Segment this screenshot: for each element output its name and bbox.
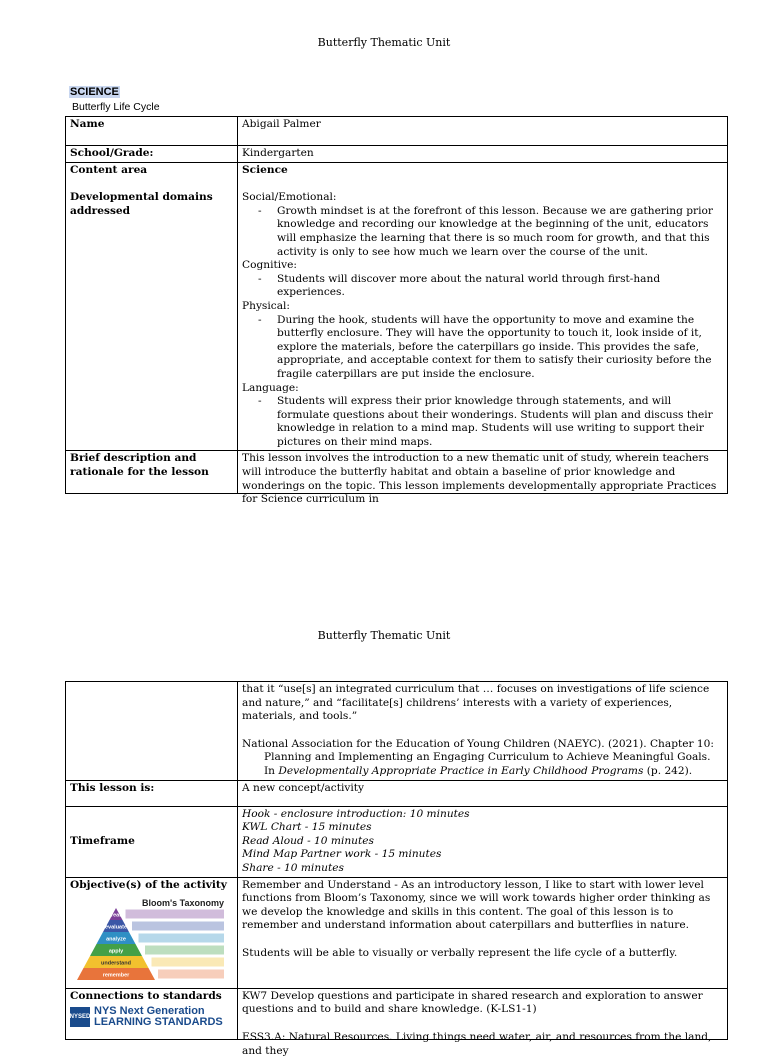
objectives-paragraph-2: Students will be able to visually or verbally represent the life cycle of a butterfly.	[242, 946, 678, 959]
row-value-school: Kindergarten	[238, 146, 728, 163]
row-label-timeframe: Timeframe	[66, 806, 238, 877]
social-item: - Growth mindset is at the forefront of this lesson. Because we are gathering prior knowledge and recording our knowledge at the beginning of the unit, educators will emphasize the learning that there is so much room for growth, and that this activity is only to see how much we learn over the course of the unit.	[277, 205, 723, 259]
timeframe-item: Share - 10 minutes	[242, 861, 344, 874]
citation-title: Developmentally Appropriate Practice in Early Childhood Programs	[278, 764, 644, 777]
bloom-description-bar	[158, 970, 224, 979]
table-row	[66, 451, 728, 494]
timeframe-item: KWL Chart - 15 minutes	[242, 821, 372, 834]
section-label: SCIENCE	[70, 86, 119, 98]
citation-text: National Association for the Education of Young Children (NAEYC). (2021). Chapter 10: Planning and Implementing an Engaging Curriculum to Achieve Meaningful Goals. In	[242, 737, 714, 777]
bloom-layer-label: remember	[102, 972, 130, 979]
bloom-description-bar	[132, 922, 224, 931]
row-value-lesson-is: A new concept/activity	[238, 780, 728, 806]
objectives-cell	[238, 877, 728, 988]
row-label-school: School/Grade:	[66, 146, 238, 163]
table-row	[66, 682, 728, 781]
rationale-continuation-cell	[238, 682, 728, 781]
bloom-layer-label: create	[107, 912, 125, 919]
connections-cell	[238, 988, 728, 1057]
page-header-2: Butterfly Thematic Unit	[317, 629, 451, 642]
cognitive-item: - Students will discover more about the natural world through first-hand experiences.	[277, 273, 723, 300]
table-row	[66, 780, 728, 806]
rationale-continuation: that it “use[s] an integrated curriculum that … focuses on investigations of life science and nature,” and “facilitate[s] childrens’ interests with a variety of experiences, materials, and tools.”	[242, 683, 710, 723]
bloom-layer-label: apply	[108, 948, 124, 955]
standard-kw7: KW7 Develop questions and participate in shared research and exploration to answer questions and to build and share knowledge. (K-LS1-1)	[242, 989, 703, 1016]
nys-logo-line2: LEARNING STANDARDS	[94, 1016, 223, 1029]
content-area-value: Science	[242, 163, 288, 176]
citation-page: (p. 242).	[643, 764, 693, 777]
nys-ed-badge-icon: NYS ED	[70, 1007, 90, 1027]
table-row	[66, 877, 728, 988]
timeframe-item: Hook - enclosure introduction: 10 minutes	[242, 807, 470, 820]
bloom-description-bar	[126, 910, 225, 919]
table-row	[66, 988, 728, 1039]
bloom-layer-label: evaluate	[104, 924, 128, 931]
cognitive-heading: Cognitive:	[242, 259, 297, 272]
table-row	[66, 117, 728, 146]
row-label-brief: Brief description and rationale for the lesson	[66, 451, 238, 494]
row-label-content: Content area	[70, 163, 148, 176]
nys-logo-line1: NYS Next Generation	[94, 1005, 205, 1018]
timeframe-item: Mind Map Partner work - 15 minutes	[242, 848, 442, 861]
social-heading: Social/Emotional:	[242, 191, 337, 204]
row-value-name: Abigail Palmer	[238, 117, 728, 146]
row-label-connections: Connections to standards	[70, 989, 222, 1002]
table-row	[66, 806, 728, 877]
citation	[242, 738, 723, 779]
bloom-description-bar	[145, 946, 224, 955]
timeframe-list	[238, 806, 728, 877]
objectives-paragraph-1: Remember and Understand - As an introductory lesson, I like to start with lower level functions from Bloom’s Taxonomy, since we will work towards higher order thinking as we develop the knowledge and skills in this content. The goal of this lesson is to remember and understand information about caterpillars and butterflies in nature.	[242, 878, 711, 932]
row-label-connections-cell	[66, 988, 238, 1039]
page-header: Butterfly Thematic Unit	[317, 36, 451, 49]
row-label-content-domains	[66, 162, 238, 451]
row-label-objectives: Objective(s) of the activity	[70, 878, 227, 891]
bloom-description-bar	[139, 934, 225, 943]
sub-label: Butterfly Life Cycle	[72, 101, 160, 113]
row-label-objectives-cell	[66, 877, 238, 988]
bloom-layer-label: understand	[101, 960, 131, 967]
row-label-domains: Developmental domains addressed	[70, 191, 213, 217]
table-row	[66, 146, 728, 163]
blooms-taxonomy-pyramid	[76, 896, 226, 982]
table-row	[66, 162, 728, 451]
bloom-layer-label: analyze	[106, 936, 126, 943]
physical-heading: Physical:	[242, 299, 290, 312]
timeframe-item: Read Aloud - 10 minutes	[242, 834, 374, 847]
lesson-table-page1	[65, 116, 728, 506]
language-heading: Language:	[242, 381, 299, 394]
row-label-lesson-is: This lesson is:	[66, 780, 238, 806]
physical-item: - During the hook, students will have the opportunity to move and examine the butterfly enclosure. They will have the opportunity to touch it, look inside of it, explore the materials, before the caterpillars go inside. This provides the safe, appropriate, and acceptable context for them to satisfy their curiosity before the fragile caterpillars are put inside the enclosure.	[277, 314, 723, 382]
nys-standards-logo	[70, 1006, 233, 1028]
standard-ess3: ESS3.A: Natural Resources. Living things need water, air, and resources from the land, and they	[242, 1030, 712, 1057]
row-value-brief-cell	[238, 451, 728, 506]
row-value-domains	[238, 162, 728, 451]
row-value-brief: This lesson involves the introduction to a new thematic unit of study, wherein teachers will introduce the butterfly habitat and obtain a baseline of prior knowledge and wonderings on the topic. This lesson implements developmentally appropriate Practices for Science curriculum in	[242, 452, 717, 506]
lesson-table-page2	[65, 681, 728, 1057]
language-item: - Students will express their prior knowledge through statements, and will formulate questions about their wonderings. Students will plan and discuss their knowledge in relation to a mind map. Students will use writing to support their pictures on their mind maps.	[277, 395, 723, 449]
bloom-description-bar	[152, 958, 225, 967]
bloom-title: Bloom's Taxonomy	[142, 898, 224, 909]
row-label-name: Name	[66, 117, 238, 146]
